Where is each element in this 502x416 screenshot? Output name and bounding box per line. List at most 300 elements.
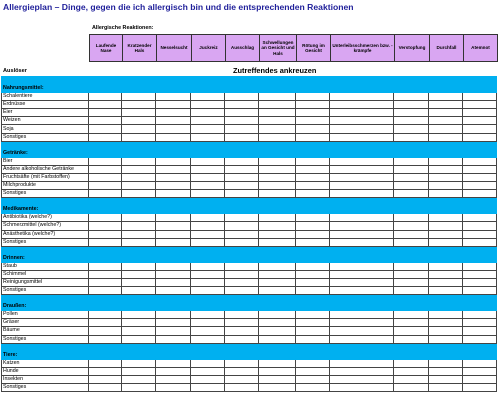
- check-cell[interactable]: [296, 230, 330, 238]
- check-cell[interactable]: [191, 222, 225, 230]
- check-cell[interactable]: [394, 222, 429, 230]
- check-cell[interactable]: [122, 367, 156, 375]
- check-cell[interactable]: [89, 270, 122, 278]
- check-cell[interactable]: [463, 182, 497, 190]
- check-cell[interactable]: [225, 173, 259, 181]
- check-instruction: Zutreffendes ankreuzen: [233, 66, 317, 75]
- check-cell[interactable]: [225, 270, 259, 278]
- check-cell[interactable]: [225, 182, 259, 190]
- check-cell[interactable]: [296, 262, 330, 270]
- check-cell[interactable]: [122, 287, 156, 295]
- check-cell[interactable]: [463, 335, 497, 343]
- check-cell[interactable]: [463, 93, 497, 101]
- check-cell[interactable]: [191, 262, 225, 270]
- check-cell[interactable]: [89, 375, 122, 383]
- check-cell[interactable]: [296, 165, 330, 173]
- check-cell[interactable]: [225, 125, 259, 133]
- check-cell[interactable]: [122, 375, 156, 383]
- check-cell[interactable]: [330, 117, 394, 125]
- check-cell[interactable]: [296, 190, 330, 198]
- check-cell[interactable]: [191, 109, 225, 117]
- check-cell[interactable]: [259, 335, 296, 343]
- check-cell[interactable]: [191, 287, 225, 295]
- check-cell[interactable]: [191, 327, 225, 335]
- check-cell[interactable]: [296, 270, 330, 278]
- check-cell[interactable]: [89, 319, 122, 327]
- check-cell[interactable]: [122, 359, 156, 367]
- check-cell[interactable]: [259, 125, 296, 133]
- check-cell[interactable]: [156, 101, 191, 109]
- check-cell[interactable]: [463, 190, 497, 198]
- check-cell[interactable]: [156, 327, 191, 335]
- check-cell[interactable]: [330, 359, 394, 367]
- check-cell[interactable]: [225, 287, 259, 295]
- check-cell[interactable]: [463, 359, 497, 367]
- check-cell[interactable]: [259, 375, 296, 383]
- check-cell[interactable]: [156, 109, 191, 117]
- check-cell[interactable]: [296, 238, 330, 246]
- check-cell[interactable]: [156, 165, 191, 173]
- check-cell[interactable]: [89, 190, 122, 198]
- check-cell[interactable]: [191, 157, 225, 165]
- check-cell[interactable]: [330, 367, 394, 375]
- check-cell[interactable]: [394, 173, 429, 181]
- check-cell[interactable]: [156, 214, 191, 222]
- check-cell[interactable]: [296, 335, 330, 343]
- check-cell[interactable]: [259, 214, 296, 222]
- check-cell[interactable]: [122, 165, 156, 173]
- check-cell[interactable]: [394, 384, 429, 392]
- check-cell[interactable]: [225, 359, 259, 367]
- check-cell[interactable]: [156, 93, 191, 101]
- check-cell[interactable]: [191, 335, 225, 343]
- check-cell[interactable]: [89, 182, 122, 190]
- check-cell[interactable]: [296, 375, 330, 383]
- check-cell[interactable]: [463, 101, 497, 109]
- check-cell[interactable]: [259, 109, 296, 117]
- check-cell[interactable]: [463, 173, 497, 181]
- check-cell[interactable]: [296, 157, 330, 165]
- check-cell[interactable]: [225, 157, 259, 165]
- check-cell[interactable]: [89, 222, 122, 230]
- check-cell[interactable]: [429, 190, 463, 198]
- check-cell[interactable]: [296, 222, 330, 230]
- check-cell[interactable]: [330, 335, 394, 343]
- check-cell[interactable]: [296, 125, 330, 133]
- check-cell[interactable]: [429, 384, 463, 392]
- check-cell[interactable]: [259, 165, 296, 173]
- check-cell[interactable]: [191, 214, 225, 222]
- check-cell[interactable]: [296, 182, 330, 190]
- check-cell[interactable]: [225, 133, 259, 141]
- check-cell[interactable]: [225, 367, 259, 375]
- check-cell[interactable]: [225, 190, 259, 198]
- check-cell[interactable]: [429, 375, 463, 383]
- check-cell[interactable]: [122, 133, 156, 141]
- check-cell[interactable]: [463, 319, 497, 327]
- check-cell[interactable]: [296, 367, 330, 375]
- check-cell[interactable]: [330, 311, 394, 319]
- check-cell[interactable]: [259, 157, 296, 165]
- check-cell[interactable]: [225, 311, 259, 319]
- check-cell[interactable]: [259, 311, 296, 319]
- check-cell[interactable]: [156, 222, 191, 230]
- check-cell[interactable]: [225, 327, 259, 335]
- check-cell[interactable]: [394, 133, 429, 141]
- check-cell[interactable]: [122, 101, 156, 109]
- check-cell[interactable]: [156, 182, 191, 190]
- check-cell[interactable]: [259, 173, 296, 181]
- check-cell[interactable]: [156, 384, 191, 392]
- check-cell[interactable]: [330, 238, 394, 246]
- check-cell[interactable]: [394, 238, 429, 246]
- check-cell[interactable]: [330, 270, 394, 278]
- check-cell[interactable]: [89, 157, 122, 165]
- check-cell[interactable]: [259, 327, 296, 335]
- check-cell[interactable]: [330, 384, 394, 392]
- check-cell[interactable]: [225, 222, 259, 230]
- check-cell[interactable]: [156, 230, 191, 238]
- check-cell[interactable]: [191, 278, 225, 286]
- check-cell[interactable]: [89, 101, 122, 109]
- check-cell[interactable]: [330, 287, 394, 295]
- check-cell[interactable]: [429, 117, 463, 125]
- check-cell[interactable]: [156, 270, 191, 278]
- check-cell[interactable]: [394, 375, 429, 383]
- check-cell[interactable]: [191, 375, 225, 383]
- check-cell[interactable]: [191, 165, 225, 173]
- check-cell[interactable]: [191, 173, 225, 181]
- check-cell[interactable]: [122, 93, 156, 101]
- check-cell[interactable]: [225, 262, 259, 270]
- check-cell[interactable]: [394, 367, 429, 375]
- check-cell[interactable]: [394, 319, 429, 327]
- check-cell[interactable]: [330, 190, 394, 198]
- check-cell[interactable]: [429, 133, 463, 141]
- check-cell[interactable]: [191, 311, 225, 319]
- check-cell[interactable]: [463, 311, 497, 319]
- check-cell[interactable]: [225, 278, 259, 286]
- check-cell[interactable]: [89, 311, 122, 319]
- check-cell[interactable]: [330, 173, 394, 181]
- check-cell[interactable]: [463, 270, 497, 278]
- check-cell[interactable]: [89, 125, 122, 133]
- check-cell[interactable]: [156, 319, 191, 327]
- check-cell[interactable]: [330, 230, 394, 238]
- check-cell[interactable]: [259, 182, 296, 190]
- check-cell[interactable]: [122, 278, 156, 286]
- check-cell[interactable]: [463, 222, 497, 230]
- check-cell[interactable]: [122, 335, 156, 343]
- check-cell[interactable]: [122, 238, 156, 246]
- check-cell[interactable]: [156, 375, 191, 383]
- check-cell[interactable]: [225, 335, 259, 343]
- check-cell[interactable]: [463, 125, 497, 133]
- check-cell[interactable]: [429, 335, 463, 343]
- check-cell[interactable]: [463, 287, 497, 295]
- check-cell[interactable]: [225, 384, 259, 392]
- check-cell[interactable]: [463, 165, 497, 173]
- check-cell[interactable]: [89, 230, 122, 238]
- check-cell[interactable]: [89, 133, 122, 141]
- check-cell[interactable]: [296, 384, 330, 392]
- check-cell[interactable]: [429, 125, 463, 133]
- check-cell[interactable]: [122, 384, 156, 392]
- check-cell[interactable]: [259, 287, 296, 295]
- check-cell[interactable]: [191, 238, 225, 246]
- check-cell[interactable]: [429, 238, 463, 246]
- check-cell[interactable]: [89, 117, 122, 125]
- check-cell[interactable]: [463, 230, 497, 238]
- check-cell[interactable]: [89, 238, 122, 246]
- check-cell[interactable]: [394, 262, 429, 270]
- check-cell[interactable]: [463, 238, 497, 246]
- check-cell[interactable]: [89, 367, 122, 375]
- check-cell[interactable]: [296, 278, 330, 286]
- check-cell[interactable]: [394, 182, 429, 190]
- check-cell[interactable]: [191, 367, 225, 375]
- check-cell[interactable]: [122, 262, 156, 270]
- check-cell[interactable]: [259, 367, 296, 375]
- check-cell[interactable]: [225, 165, 259, 173]
- check-cell[interactable]: [394, 270, 429, 278]
- check-cell[interactable]: [225, 230, 259, 238]
- check-cell[interactable]: [122, 109, 156, 117]
- check-cell[interactable]: [429, 157, 463, 165]
- check-cell[interactable]: [463, 117, 497, 125]
- check-cell[interactable]: [394, 327, 429, 335]
- check-cell[interactable]: [463, 367, 497, 375]
- check-cell[interactable]: [89, 214, 122, 222]
- check-cell[interactable]: [463, 214, 497, 222]
- check-cell[interactable]: [225, 214, 259, 222]
- check-cell[interactable]: [394, 157, 429, 165]
- check-cell[interactable]: [225, 93, 259, 101]
- check-cell[interactable]: [156, 262, 191, 270]
- check-cell[interactable]: [259, 133, 296, 141]
- check-cell[interactable]: [122, 190, 156, 198]
- check-cell[interactable]: [394, 165, 429, 173]
- check-cell[interactable]: [394, 101, 429, 109]
- check-cell[interactable]: [89, 93, 122, 101]
- check-cell[interactable]: [156, 133, 191, 141]
- check-cell[interactable]: [225, 101, 259, 109]
- check-cell[interactable]: [225, 109, 259, 117]
- check-cell[interactable]: [89, 109, 122, 117]
- check-cell[interactable]: [122, 125, 156, 133]
- check-cell[interactable]: [429, 222, 463, 230]
- check-cell[interactable]: [463, 109, 497, 117]
- check-cell[interactable]: [296, 109, 330, 117]
- check-cell[interactable]: [463, 278, 497, 286]
- check-cell[interactable]: [156, 157, 191, 165]
- check-cell[interactable]: [89, 262, 122, 270]
- check-cell[interactable]: [330, 319, 394, 327]
- check-cell[interactable]: [330, 165, 394, 173]
- check-cell[interactable]: [191, 384, 225, 392]
- check-cell[interactable]: [89, 165, 122, 173]
- check-cell[interactable]: [191, 93, 225, 101]
- check-cell[interactable]: [156, 190, 191, 198]
- check-cell[interactable]: [122, 173, 156, 181]
- check-cell[interactable]: [330, 278, 394, 286]
- check-cell[interactable]: [394, 359, 429, 367]
- check-cell[interactable]: [191, 359, 225, 367]
- check-cell[interactable]: [156, 125, 191, 133]
- check-cell[interactable]: [296, 359, 330, 367]
- check-cell[interactable]: [394, 287, 429, 295]
- check-cell[interactable]: [89, 278, 122, 286]
- check-cell[interactable]: [191, 319, 225, 327]
- check-cell[interactable]: [330, 375, 394, 383]
- check-cell[interactable]: [259, 278, 296, 286]
- check-cell[interactable]: [89, 359, 122, 367]
- check-cell[interactable]: [330, 125, 394, 133]
- check-cell[interactable]: [259, 359, 296, 367]
- check-cell[interactable]: [394, 311, 429, 319]
- check-cell[interactable]: [191, 133, 225, 141]
- check-cell[interactable]: [259, 319, 296, 327]
- check-cell[interactable]: [156, 367, 191, 375]
- check-cell[interactable]: [330, 101, 394, 109]
- check-cell[interactable]: [191, 101, 225, 109]
- check-cell[interactable]: [429, 367, 463, 375]
- check-cell[interactable]: [429, 165, 463, 173]
- check-cell[interactable]: [296, 93, 330, 101]
- check-cell[interactable]: [122, 230, 156, 238]
- check-cell[interactable]: [296, 287, 330, 295]
- check-cell[interactable]: [330, 93, 394, 101]
- check-cell[interactable]: [156, 117, 191, 125]
- check-cell[interactable]: [259, 101, 296, 109]
- check-cell[interactable]: [156, 311, 191, 319]
- check-cell[interactable]: [122, 270, 156, 278]
- check-cell[interactable]: [429, 327, 463, 335]
- check-cell[interactable]: [156, 335, 191, 343]
- check-cell[interactable]: [429, 182, 463, 190]
- check-cell[interactable]: [122, 319, 156, 327]
- check-cell[interactable]: [330, 222, 394, 230]
- check-cell[interactable]: [296, 173, 330, 181]
- check-cell[interactable]: [463, 262, 497, 270]
- check-cell[interactable]: [429, 278, 463, 286]
- check-cell[interactable]: [156, 238, 191, 246]
- check-cell[interactable]: [429, 311, 463, 319]
- check-cell[interactable]: [156, 287, 191, 295]
- check-cell[interactable]: [394, 214, 429, 222]
- check-cell[interactable]: [259, 384, 296, 392]
- check-cell[interactable]: [156, 278, 191, 286]
- check-cell[interactable]: [330, 182, 394, 190]
- table-row: [2, 359, 497, 367]
- check-cell[interactable]: [89, 384, 122, 392]
- check-cell[interactable]: [463, 133, 497, 141]
- check-cell[interactable]: [296, 319, 330, 327]
- check-cell[interactable]: [225, 238, 259, 246]
- check-cell[interactable]: [429, 214, 463, 222]
- check-cell[interactable]: [330, 327, 394, 335]
- check-cell[interactable]: [225, 117, 259, 125]
- check-cell[interactable]: [463, 327, 497, 335]
- check-cell[interactable]: [122, 182, 156, 190]
- check-cell[interactable]: [191, 182, 225, 190]
- check-cell[interactable]: [394, 230, 429, 238]
- check-cell[interactable]: [89, 335, 122, 343]
- check-cell[interactable]: [429, 262, 463, 270]
- check-cell[interactable]: [330, 157, 394, 165]
- check-cell[interactable]: [429, 93, 463, 101]
- check-cell[interactable]: [394, 278, 429, 286]
- check-cell[interactable]: [429, 270, 463, 278]
- check-cell[interactable]: [191, 190, 225, 198]
- check-cell[interactable]: [394, 117, 429, 125]
- check-cell[interactable]: [89, 287, 122, 295]
- check-cell[interactable]: [394, 190, 429, 198]
- check-cell[interactable]: [225, 319, 259, 327]
- check-cell[interactable]: [89, 173, 122, 181]
- check-cell[interactable]: [429, 230, 463, 238]
- check-cell[interactable]: [156, 359, 191, 367]
- check-cell[interactable]: [394, 125, 429, 133]
- check-cell[interactable]: [122, 311, 156, 319]
- check-cell[interactable]: [330, 109, 394, 117]
- check-cell[interactable]: [296, 327, 330, 335]
- check-cell[interactable]: [296, 133, 330, 141]
- check-cell[interactable]: [463, 375, 497, 383]
- check-cell[interactable]: [330, 214, 394, 222]
- check-cell[interactable]: [429, 287, 463, 295]
- check-cell[interactable]: [122, 214, 156, 222]
- check-cell[interactable]: [394, 93, 429, 101]
- check-cell[interactable]: [296, 311, 330, 319]
- check-cell[interactable]: [191, 125, 225, 133]
- band-cell: [156, 198, 191, 206]
- check-cell[interactable]: [156, 173, 191, 181]
- check-cell[interactable]: [259, 262, 296, 270]
- check-cell[interactable]: [89, 327, 122, 335]
- check-cell[interactable]: [429, 319, 463, 327]
- check-cell[interactable]: [394, 109, 429, 117]
- check-cell[interactable]: [122, 117, 156, 125]
- check-cell[interactable]: [259, 270, 296, 278]
- check-cell[interactable]: [429, 109, 463, 117]
- check-cell[interactable]: [463, 157, 497, 165]
- check-cell[interactable]: [122, 222, 156, 230]
- check-cell[interactable]: [122, 157, 156, 165]
- check-cell[interactable]: [330, 133, 394, 141]
- check-cell[interactable]: [191, 117, 225, 125]
- check-cell[interactable]: [259, 93, 296, 101]
- check-cell[interactable]: [259, 230, 296, 238]
- check-cell[interactable]: [463, 384, 497, 392]
- check-cell[interactable]: [330, 262, 394, 270]
- check-cell[interactable]: [259, 190, 296, 198]
- check-cell[interactable]: [225, 375, 259, 383]
- check-cell[interactable]: [296, 117, 330, 125]
- check-cell[interactable]: [259, 238, 296, 246]
- check-cell[interactable]: [429, 173, 463, 181]
- check-cell[interactable]: [296, 214, 330, 222]
- check-cell[interactable]: [296, 101, 330, 109]
- check-cell[interactable]: [191, 230, 225, 238]
- check-cell[interactable]: [394, 335, 429, 343]
- check-cell[interactable]: [429, 359, 463, 367]
- check-cell[interactable]: [259, 117, 296, 125]
- check-cell[interactable]: [259, 222, 296, 230]
- check-cell[interactable]: [429, 101, 463, 109]
- check-cell[interactable]: [191, 270, 225, 278]
- check-cell[interactable]: [122, 327, 156, 335]
